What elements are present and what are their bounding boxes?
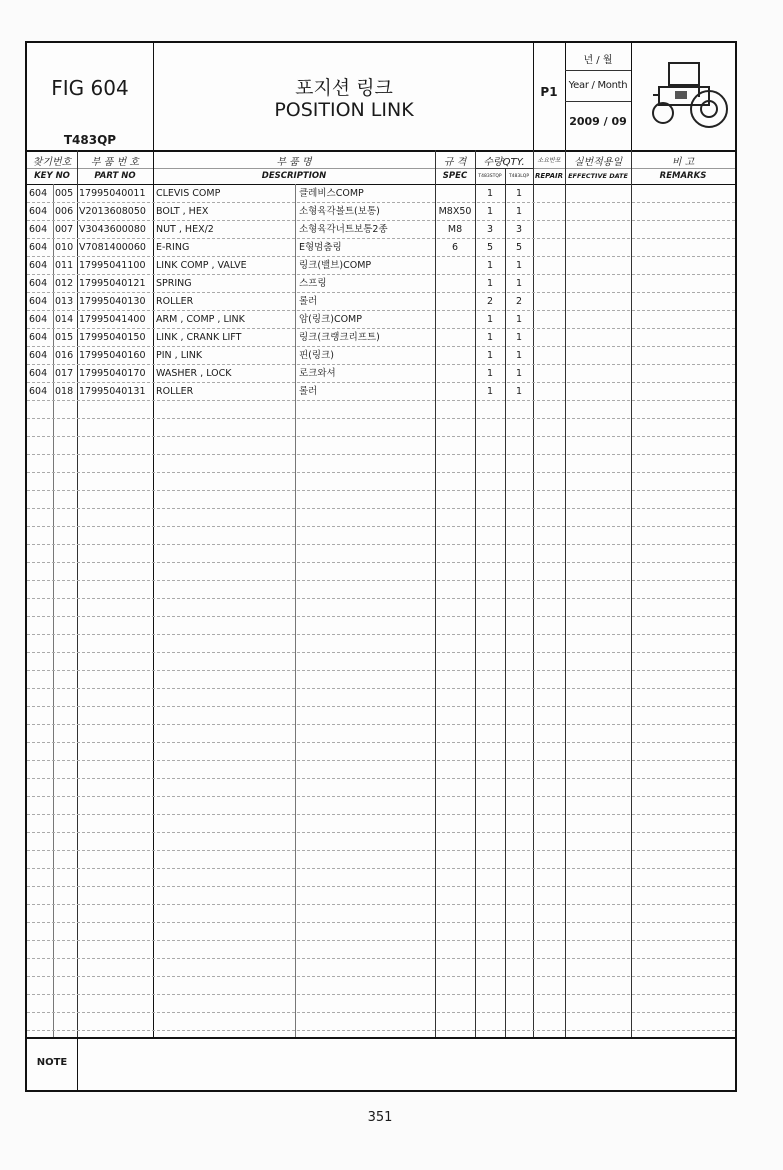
table-row [27,276,735,294]
cell-fig: 604 [29,278,48,289]
col-rem-ko: 비 고 [671,157,695,168]
row-guide [27,616,735,617]
cell-q1: 1 [486,368,494,379]
table-row [27,222,735,240]
cell-desc-en: E-RING [156,242,190,253]
table-row [27,348,735,366]
table-row [27,240,735,258]
table-row [27,204,735,222]
cell-q1: 1 [486,278,494,289]
row-guide [27,490,735,491]
cell-key: 007 [55,224,74,235]
row-guide [27,958,735,959]
note-label: NOTE [36,1057,68,1068]
cell-q1: 1 [486,386,494,397]
tractor-icon [639,57,731,133]
col-spec-ko: 규 격 [443,157,467,168]
row-guide [27,634,735,635]
row-guide [27,814,735,815]
row-guide [27,832,735,833]
table-row [27,294,735,312]
cell-desc-en: CLEVIS COMP [156,188,221,199]
row-guide [27,994,735,995]
cell-fig: 604 [29,206,48,217]
cell-part: 17995040130 [79,296,146,307]
cell-key: 017 [55,368,74,379]
cell-fig: 604 [29,350,48,361]
cell-q2: 1 [515,368,523,379]
cell-fig: 604 [29,296,48,307]
cell-q1: 1 [486,206,494,217]
model-code: T483QP [63,133,117,147]
cell-desc-ko: 핀(링크) [299,350,334,361]
row-guide [27,652,735,653]
row-guide [27,472,735,473]
cell-spec: M8 [447,224,463,235]
cell-key: 006 [55,206,74,217]
row-guide [27,976,735,977]
row-guide [27,922,735,923]
cell-part: 17995040131 [79,386,146,397]
table-row [27,330,735,348]
cell-key: 005 [55,188,74,199]
table-row [27,258,735,276]
cell-part: V7081400060 [79,242,146,253]
cell-key: 016 [55,350,74,361]
cell-desc-ko: 클레비스COMP [299,188,364,199]
col-part-ko: 부 품 번 호 [90,157,140,168]
row-guide [27,544,735,545]
cell-part: 17995040011 [79,188,146,199]
cell-part: 17995041100 [79,260,146,271]
col-desc-ko: 부 품 명 [276,157,312,168]
table-row [27,186,735,204]
cell-q1: 1 [486,188,494,199]
cell-q1: 5 [486,242,494,253]
table-row [27,384,735,402]
cell-part: V2013608050 [79,206,146,217]
cell-key: 014 [55,314,74,325]
row-guide [27,670,735,671]
cell-desc-en: ROLLER [156,386,194,397]
year-month-korean: 년 / 월 [583,55,613,66]
cell-fig: 604 [29,224,48,235]
row-guide [27,706,735,707]
row-guide [27,1012,735,1013]
cell-q2: 3 [515,224,523,235]
page-code: P1 [540,85,558,99]
cell-key: 012 [55,278,74,289]
cell-desc-ko: 로크와셔 [299,368,336,379]
fig-number: FIG 604 [51,76,129,100]
cell-q2: 1 [515,188,523,199]
parts-sheet [25,41,737,1092]
col-rem-en: REMARKS [659,171,707,181]
row-guide [27,778,735,779]
cell-desc-en: ROLLER [156,296,194,307]
cell-part: 17995040160 [79,350,146,361]
cell-q2: 1 [515,350,523,361]
row-guide [27,940,735,941]
row-guide [27,796,735,797]
col-part-en: PART NO [94,171,136,181]
cell-desc-ko: 링크(크랭크리프트) [299,332,380,343]
cell-desc-ko: 소형육각너트보통2종 [299,224,388,235]
row-guide [27,868,735,869]
year-month-label: Year / Month [568,80,628,91]
cell-desc-ko: 암(링크)COMP [299,314,362,325]
title-korean: 포지션 링크 [295,77,393,99]
row-guide [27,742,735,743]
cell-desc-en: PIN , LINK [156,350,203,361]
cell-q2: 1 [515,386,523,397]
row-guide [27,508,735,509]
col-eff-en: EFFECTIVE DATE [568,172,628,180]
col-key-en: KEY NO [34,171,70,181]
issue-date: 2009 / 09 [569,115,627,128]
cell-desc-en: LINK , CRANK LIFT [156,332,242,343]
cell-desc-en: BOLT , HEX [156,206,209,217]
cell-q2: 1 [515,314,523,325]
cell-q1: 3 [486,224,494,235]
row-guide [27,724,735,725]
cell-fig: 604 [29,188,48,199]
row-guide [27,436,735,437]
cell-q2: 5 [515,242,523,253]
cell-desc-ko: 링크(밸브)COMP [299,260,372,271]
col-repair-en: REPAIR [534,172,564,180]
cell-q1: 1 [486,314,494,325]
cell-fig: 604 [29,314,48,325]
cell-q2: 1 [515,206,523,217]
cell-part: 17995041400 [79,314,146,325]
cell-fig: 604 [29,386,48,397]
cell-part: 17995040170 [79,368,146,379]
cell-key: 011 [55,260,74,271]
cell-key: 015 [55,332,74,343]
cell-desc-en: ARM , COMP , LINK [156,314,245,325]
col-repair-ko: 소요반모 [537,157,561,164]
row-guide [27,1030,735,1031]
cell-key: 018 [55,386,74,397]
cell-desc-en: LINK COMP , VALVE [156,260,247,271]
col-eff-ko: 실번적용일 [573,157,623,168]
row-guide [27,886,735,887]
cell-q2: 1 [515,332,523,343]
title-english: POSITION LINK [274,99,414,121]
col-key-ko: 찾기번호 [32,157,72,168]
row-guide [27,562,735,563]
col-qty-sub2: T483LQP [508,174,530,179]
cell-key: 013 [55,296,74,307]
row-guide [27,688,735,689]
cell-q1: 1 [486,350,494,361]
row-guide [27,904,735,905]
row-guide [27,418,735,419]
row-guide [27,580,735,581]
cell-q1: 2 [486,296,494,307]
col-qty-sub1: T483STQP [478,174,502,179]
table-row [27,366,735,384]
cell-part: 17995040150 [79,332,146,343]
col-desc-en: DESCRIPTION [261,171,327,181]
cell-q1: 1 [486,260,494,271]
cell-key: 010 [55,242,74,253]
cell-fig: 604 [29,332,48,343]
table-row [27,312,735,330]
row-guide [27,526,735,527]
cell-part: V3043600080 [79,224,146,235]
cell-spec: M8X50 [438,206,472,217]
row-guide [27,760,735,761]
row-guide [27,454,735,455]
cell-q1: 1 [486,332,494,343]
cell-desc-en: NUT , HEX/2 [156,224,214,235]
cell-desc-ko: E형멈춤링 [299,242,342,253]
col-qty: 수량QTY. [483,157,525,168]
cell-desc-ko: 롤러 [299,386,318,397]
row-guide [27,598,735,599]
cell-desc-ko: 스프링 [299,278,327,289]
cell-q2: 1 [515,260,523,271]
cell-spec: 6 [451,242,459,253]
cell-desc-ko: 롤러 [299,296,318,307]
cell-fig: 604 [29,242,48,253]
col-spec-en: SPEC [442,171,468,181]
cell-desc-en: SPRING [156,278,192,289]
cell-q2: 2 [515,296,523,307]
cell-q2: 1 [515,278,523,289]
cell-desc-en: WASHER , LOCK [156,368,232,379]
cell-fig: 604 [29,260,48,271]
cell-desc-ko: 소형육각볼트(보통) [299,206,380,217]
cell-fig: 604 [29,368,48,379]
page-number: 351 [367,1110,393,1125]
cell-part: 17995040121 [79,278,146,289]
row-guide [27,850,735,851]
